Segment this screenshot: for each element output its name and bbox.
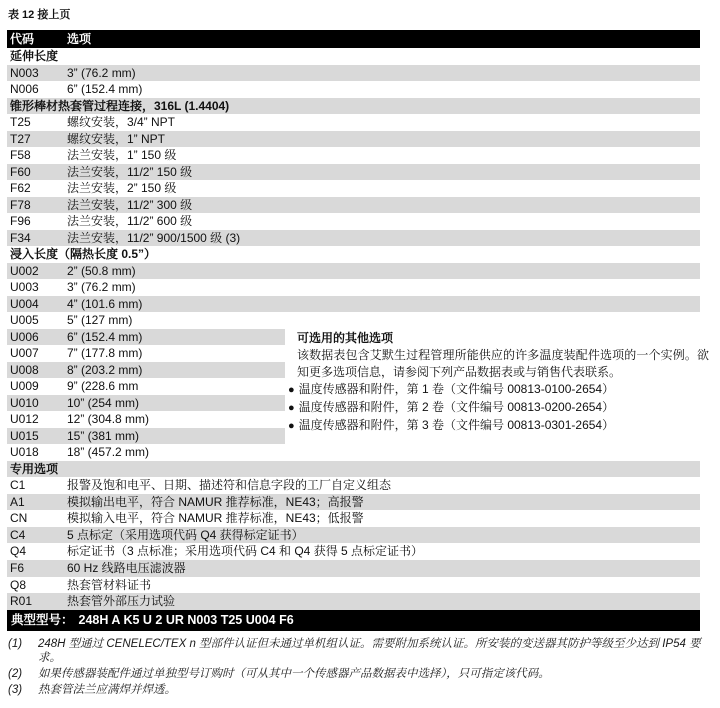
option-cell: 9” (228.6 mm bbox=[67, 379, 139, 394]
table-row bbox=[7, 263, 700, 280]
code-cell: F34 bbox=[10, 230, 31, 245]
option-cell: 6” (152.4 mm) bbox=[67, 329, 143, 344]
table-row bbox=[7, 147, 700, 164]
table-caption: 表 12 接上页 bbox=[8, 9, 71, 21]
side-note-title: 可选用的其他选项 bbox=[297, 331, 394, 345]
option-cell: 法兰安装，11/2” 300 级 bbox=[67, 197, 193, 212]
section-label: 专用选项 bbox=[10, 461, 59, 476]
code-cell: T25 bbox=[10, 115, 31, 130]
code-cell: C1 bbox=[10, 478, 26, 493]
table-row bbox=[7, 164, 700, 181]
code-cell: F96 bbox=[10, 214, 31, 229]
side-note-bullet-item bbox=[288, 417, 709, 435]
table-section-row bbox=[7, 461, 700, 478]
table-row bbox=[7, 527, 700, 544]
table-row bbox=[7, 197, 700, 214]
code-cell: N006 bbox=[10, 82, 39, 97]
footnote-text: 如果传感器装配件通过单独型号订购时（可从其中一个传感器产品数据表中选择），只可指定该代码。 bbox=[38, 667, 550, 680]
side-note-bullet-item bbox=[288, 381, 709, 399]
option-cell: 法兰安装，11/2” 150 级 bbox=[67, 164, 193, 179]
table-row bbox=[7, 230, 700, 247]
code-cell: U005 bbox=[10, 313, 39, 328]
header-option-column: 选项 bbox=[67, 32, 92, 46]
bullet-icon: ● bbox=[288, 420, 295, 432]
side-note-bullet-text: 温度传感器和附件，第 2 卷（文件编号 00813-0200-2654） bbox=[298, 400, 615, 414]
option-cell: 标定证书（3 点标准；采用选项代码 C4 和 Q4 获得 5 点标定证书） bbox=[67, 544, 424, 559]
typical-model-bar bbox=[7, 610, 700, 631]
bullet-icon: ● bbox=[288, 402, 295, 414]
code-cell: T27 bbox=[10, 131, 31, 146]
code-cell: A1 bbox=[10, 494, 25, 509]
option-cell: 3” (76.2 mm) bbox=[67, 280, 136, 295]
table-row bbox=[7, 81, 700, 98]
side-note-bullet-item bbox=[288, 399, 709, 417]
code-cell: F58 bbox=[10, 148, 31, 163]
footnote-number: (2) bbox=[8, 667, 23, 680]
option-cell: 7” (177.8 mm) bbox=[67, 346, 143, 361]
option-cell: 热套管材料证书 bbox=[67, 577, 152, 592]
table-row bbox=[7, 560, 700, 577]
option-cell: 模拟输入电平，符合 NAMUR 推荐标准，NE43；低报警 bbox=[67, 511, 364, 526]
code-cell: Q4 bbox=[10, 544, 27, 559]
option-cell: 螺纹安装，3/4” NPT bbox=[67, 115, 176, 130]
code-cell: U008 bbox=[10, 362, 39, 377]
code-cell: U004 bbox=[10, 296, 39, 311]
table-row bbox=[7, 279, 700, 296]
option-cell: 法兰安装，11/2” 600 级 bbox=[67, 214, 193, 229]
table-section-row bbox=[7, 48, 700, 65]
table-section-row bbox=[7, 98, 700, 115]
option-cell: 法兰安装，1” 150 级 bbox=[67, 148, 177, 163]
footnote-number: (3) bbox=[8, 683, 23, 696]
option-cell: 2” (50.8 mm) bbox=[67, 263, 136, 278]
table-row bbox=[7, 510, 700, 527]
code-cell: U012 bbox=[10, 412, 39, 427]
code-cell: U018 bbox=[10, 445, 39, 460]
side-note-box bbox=[285, 327, 709, 455]
footnote-text: 热套管法兰应满焊并焊透。 bbox=[38, 683, 176, 696]
option-cell: 10” (254 mm) bbox=[67, 395, 140, 410]
option-cell: 60 Hz 线路电压滤波器 bbox=[67, 560, 186, 575]
option-cell: 报警及饱和电平、日期、描述符和信息字段的工厂自定义组态 bbox=[67, 478, 392, 493]
code-cell: U002 bbox=[10, 263, 39, 278]
code-cell: U015 bbox=[10, 428, 39, 443]
table-row bbox=[7, 577, 700, 594]
table-header-row bbox=[7, 30, 700, 48]
code-cell: U006 bbox=[10, 329, 39, 344]
side-note-bullet-text: 温度传感器和附件，第 3 卷（文件编号 00813-0301-2654） bbox=[298, 418, 615, 432]
footnote bbox=[8, 638, 710, 665]
typical-model-label: 典型型号： bbox=[11, 612, 74, 627]
option-cell: 法兰安装，11/2” 900/1500 级 (3) bbox=[67, 230, 241, 245]
code-cell: U009 bbox=[10, 379, 39, 394]
option-cell: 12” (304.8 mm) bbox=[67, 412, 150, 427]
code-cell: U007 bbox=[10, 346, 39, 361]
bullet-icon: ● bbox=[288, 384, 295, 396]
footnote-number: (1) bbox=[8, 638, 23, 650]
typical-model-value: 248H A K5 U 2 UR N003 T25 U004 F6 bbox=[78, 612, 294, 627]
option-cell: 5” (127 mm) bbox=[67, 313, 133, 328]
code-cell: R01 bbox=[10, 594, 33, 609]
side-note-bullets bbox=[285, 381, 709, 435]
table-row bbox=[7, 180, 700, 197]
table-row bbox=[7, 65, 700, 82]
option-cell: 3” (76.2 mm) bbox=[67, 65, 136, 80]
footnote-text: 248H 型通过 CENELEC/TEX n 型部件认证但未通过单机组认证。需要附加系统认证。所安装的变送器其防护等级至少达到 IP54 要求。 bbox=[38, 638, 701, 664]
table-row bbox=[7, 477, 700, 494]
table-row bbox=[7, 296, 700, 313]
section-label: 浸入长度（隔热长度 0.5”） bbox=[10, 247, 157, 262]
table-row bbox=[7, 494, 700, 511]
option-cell: 螺纹安装，1” NPT bbox=[67, 131, 166, 146]
code-cell: F6 bbox=[10, 560, 25, 575]
section-label: 锥形棒材热套管过程连接，316L (1.4404) bbox=[10, 98, 230, 113]
option-cell: 法兰安装，2” 150 级 bbox=[67, 181, 177, 196]
section-label: 延伸长度 bbox=[10, 49, 59, 63]
option-cell: 5 点标定（采用选项代码 Q4 获得标定证书） bbox=[67, 527, 304, 542]
code-cell: F62 bbox=[10, 181, 31, 196]
option-cell: 4” (101.6 mm) bbox=[67, 296, 143, 311]
option-cell: 18” (457.2 mm) bbox=[67, 445, 150, 460]
code-cell: C4 bbox=[10, 527, 26, 542]
table-row bbox=[7, 131, 700, 148]
side-note-body: 该数据表包含艾默生过程管理所能供应的许多温度装配件选项的一个实例。欲知更多选项信息，请参阅下列产品数据表或与销售代表联系。 bbox=[297, 348, 709, 379]
footnote bbox=[8, 684, 710, 698]
table-section-row bbox=[7, 246, 700, 263]
table-row bbox=[7, 213, 700, 230]
option-cell: 热套管外部压力试验 bbox=[67, 594, 176, 609]
table-row bbox=[7, 114, 700, 131]
code-cell: U010 bbox=[10, 395, 39, 410]
side-note-bullet-text: 温度传感器和附件，第 1 卷（文件编号 00813-0100-2654） bbox=[298, 382, 615, 396]
option-cell: 8” (203.2 mm) bbox=[67, 362, 143, 377]
option-cell: 6” (152.4 mm) bbox=[67, 82, 143, 97]
option-cell: 模拟输出电平，符合 NAMUR 推荐标准，NE43；高报警 bbox=[67, 494, 364, 509]
header-code-column: 代码 bbox=[10, 32, 35, 46]
code-cell: N003 bbox=[10, 65, 39, 80]
table-row bbox=[7, 543, 700, 560]
table-row bbox=[7, 593, 700, 610]
footnote bbox=[8, 668, 710, 682]
code-cell: CN bbox=[10, 511, 28, 526]
footnotes bbox=[8, 638, 710, 700]
code-cell: F60 bbox=[10, 164, 31, 179]
code-cell: F78 bbox=[10, 197, 31, 212]
code-cell: U003 bbox=[10, 280, 39, 295]
code-cell: Q8 bbox=[10, 577, 27, 592]
option-cell: 15” (381 mm) bbox=[67, 428, 140, 443]
